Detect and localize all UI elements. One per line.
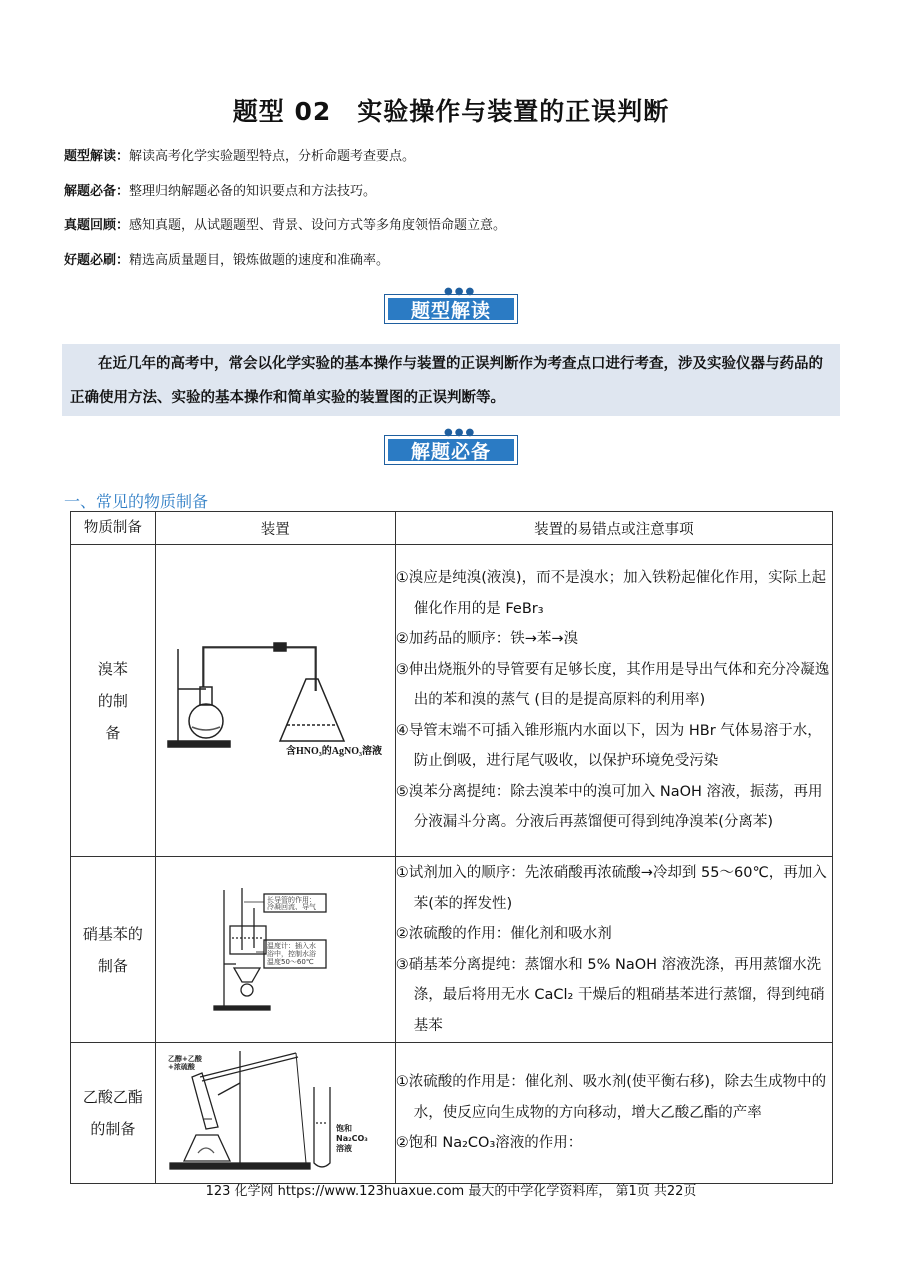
notes-cell <box>395 857 832 1043</box>
svg-text:温度计：插入水: 温度计：插入水 <box>266 941 316 950</box>
section-banner: ●●● 解题必备 <box>384 431 520 465</box>
svg-text:+浓硫酸: +浓硫酸 <box>167 1063 195 1071</box>
header-cell: 物质制备 <box>71 512 156 545</box>
nitrobenzene-apparatus-diagram <box>156 878 395 1018</box>
apparatus-diagram <box>155 545 395 857</box>
intro-line: 解题必备：整理归纳解题必备的知识要点和方法技巧。 <box>64 184 377 199</box>
svg-text:含HNO₃的AgNO₃溶液: 含HNO₃的AgNO₃溶液 <box>285 745 382 757</box>
svg-text:Na₂CO₃: Na₂CO₃ <box>335 1134 368 1143</box>
header-cell: 装置 <box>155 512 395 545</box>
note-item: ③伸出烧瓶外的导管要有足够长度，其作用是导出气体和充分冷凝逸出的苯和溴的蒸气 (目的是提高原料的利用率) <box>395 661 830 709</box>
notes-cell <box>395 545 832 857</box>
intro-line: 真题回顾：感知真题，从试题题型、背景、设问方式等多角度领悟命题立意。 <box>64 218 507 233</box>
note-item: ①试剂加入的顺序：先浓硝酸再浓硫酸→冷却到 55～60℃，再加入苯(苯的挥发性) <box>395 865 827 912</box>
row-name: 硝基苯的制备 <box>71 857 156 1043</box>
note-item: ③硝基苯分离提纯：蒸馏水和 5% NaOH 溶液洗涤，再用蒸馏水洗涤，最后将用无水 CaCl₂ 干燥后的粗硝基苯进行蒸馏，得到纯硝基苯 <box>395 956 825 1034</box>
page-footer: 123 化学网 https://www.123huaxue.com 最大的中学化学资料库， 第1页 共22页 <box>205 1184 697 1199</box>
summary-box: 在近几年的高考中，常会以化学实验的基本操作与装置的正误判断作为考查点口进行考查，涉及实验仪器与药品的正确使用方法、实验的基本操作和简单实验的装置图的正误判断等。 <box>62 344 840 416</box>
svg-text:长导管的作用：: 长导管的作用： <box>266 895 316 904</box>
svg-text:乙醇+乙酸: 乙醇+乙酸 <box>167 1055 202 1063</box>
note-item: ②加药品的顺序：铁→苯→溴 <box>395 631 579 648</box>
table-header-row <box>71 512 833 545</box>
table-row <box>71 1043 833 1184</box>
note-item: ①溴应是纯溴(液溴)，而不是溴水；加入铁粉起催化作用，实际上起催化作用的是 FeBr₃ <box>395 570 827 617</box>
ethyl-acetate-apparatus-diagram <box>156 1043 395 1179</box>
intro-line: 好题必刷：精选高质量题目，锻炼做题的速度和准确率。 <box>64 253 390 268</box>
table-row <box>71 857 833 1043</box>
svg-text:溶液: 溶液 <box>335 1144 352 1153</box>
svg-text:冷凝回流、导气: 冷凝回流、导气 <box>266 902 316 911</box>
note-item: ⑤溴苯分离提纯：除去溴苯中的溴可加入 NaOH 溶液，振荡，再用分液漏斗分离。分液后再蒸馏便可得到纯净溴苯(分离苯) <box>395 783 823 831</box>
note-item: ②浓硫酸的作用：催化剂和吸水剂 <box>395 926 612 942</box>
svg-text:饱和: 饱和 <box>335 1124 352 1133</box>
row-name: 乙酸乙酯的制备 <box>71 1043 156 1184</box>
apparatus-diagram <box>155 857 395 1043</box>
table-row <box>71 545 833 857</box>
section-heading: 一、常见的物质制备 <box>64 492 209 511</box>
apparatus-diagram <box>155 1043 395 1184</box>
preparation-table <box>70 511 833 1184</box>
row-name: 溴苯的制备 <box>71 545 156 857</box>
notes-cell <box>395 1043 832 1184</box>
note-item: ②饱和 Na₂CO₃溶液的作用： <box>395 1135 583 1152</box>
header-cell: 装置的易错点或注意事项 <box>395 512 832 545</box>
svg-text:浴中，控制水浴: 浴中，控制水浴 <box>266 949 316 958</box>
section-banner: ●●● 题型解读 <box>384 290 520 324</box>
bromobenzene-apparatus-diagram <box>156 629 395 769</box>
page-title: 题型 02 实验操作与装置的正误判断 <box>232 97 670 126</box>
note-item: ④导管末端不可插入锥形瓶内水面以下，因为 HBr 气体易溶于水，防止倒吸，进行尾气吸收，以保护环境免受污染 <box>395 722 822 770</box>
svg-text:温度50～60℃: 温度50～60℃ <box>266 957 314 966</box>
intro-line: 题型解读：解读高考化学实验题型特点，分析命题考查要点。 <box>64 149 416 164</box>
note-item: ①浓硫酸的作用是：催化剂、吸水剂(使平衡右移)，除去生成物中的水，使反应向生成物的方向移动，增大乙酸乙酯的产率 <box>395 1074 827 1121</box>
